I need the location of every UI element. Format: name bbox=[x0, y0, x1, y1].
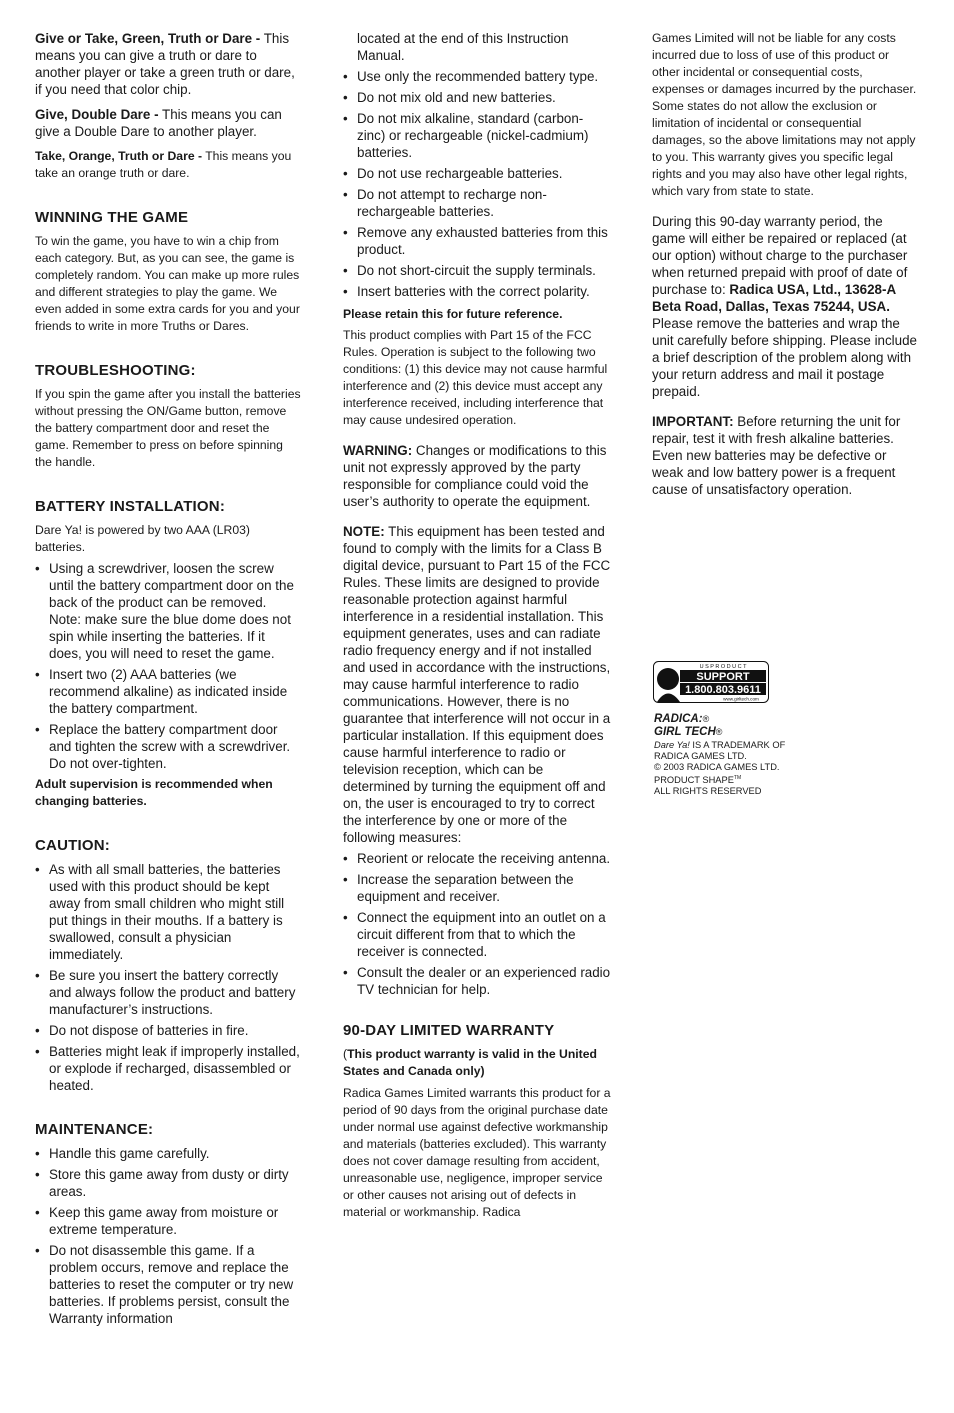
trademark-text: IS A TRADEMARK OF bbox=[689, 740, 786, 750]
list-item: • Use only the recommended battery type. bbox=[343, 68, 611, 85]
list-item: • Do not disassemble this game. If a problem occurs, remove and replace the batteries to reset the computer or try new batteries. If problems persist, consult the Warranty information bbox=[35, 1242, 301, 1327]
warning-paragraph bbox=[343, 442, 611, 510]
trademark-line-1 bbox=[654, 740, 854, 751]
brand-girltech-text: GIRL TECH bbox=[654, 726, 716, 738]
warranty-period bbox=[652, 213, 918, 400]
list-item: • Handle this game carefully. bbox=[35, 1145, 301, 1162]
fcc-text: This product complies with Part 15 of the FCC Rules. Operation is subject to the following two conditions: (1) this device may not cause harmful interference and (2) this device must accept any interference received, including interference that may cause undesired operation. bbox=[343, 328, 608, 427]
trademark-mark: TM bbox=[733, 775, 742, 781]
rule-take-orange bbox=[35, 148, 301, 182]
heading-maintenance: MAINTENANCE: bbox=[35, 1121, 154, 1138]
battery-intro: Dare Ya! is powered by two AAA (LR03) batteries. bbox=[35, 523, 250, 554]
list-item: • Do not mix old and new batteries. bbox=[343, 89, 611, 106]
rule-title: Give, Double Dare - bbox=[35, 107, 159, 122]
troubleshooting-text: If you spin the game after you install the batteries without pressing the ON/Game button, remove the battery compartment door and reset the game. Remember to press on before spinning the handle. bbox=[35, 387, 301, 469]
support-badge bbox=[653, 661, 769, 708]
maintenance-list bbox=[35, 1145, 301, 1327]
retain-note: Please retain this for future reference. bbox=[343, 307, 563, 321]
important-label: IMPORTANT: bbox=[652, 414, 734, 429]
paren: ( bbox=[343, 1047, 348, 1061]
battery-note: Adult supervision is recommended when changing batteries. bbox=[35, 777, 273, 808]
list-item: • Remove any exhausted batteries from this product. bbox=[343, 224, 611, 258]
warning-label: WARNING: bbox=[343, 443, 413, 458]
trademark-line-2: RADICA GAMES LTD. bbox=[654, 751, 747, 761]
list-item: • Insert two (2) AAA batteries (we recommend alkaline) as indicated inside the battery compartment. bbox=[35, 666, 301, 717]
list-item: • Do not dispose of batteries in fire. bbox=[35, 1022, 301, 1039]
badge-phone: 1.800.803.9611 bbox=[685, 684, 761, 696]
list-item: • Do not mix alkaline, standard (carbon-zinc) or rechargeable (nickel-cadmium) batteries. bbox=[343, 110, 611, 161]
list-item: • Batteries might leak if improperly installed, or explode if recharged, disassembled or heated. bbox=[35, 1043, 301, 1094]
product-shape-line bbox=[654, 773, 854, 786]
period-text-2: Please remove the batteries and wrap the unit carefully before shipping. Please include a brief description of the problem along with your return address and mail it postage prepaid. bbox=[652, 316, 918, 399]
note-paragraph bbox=[343, 523, 611, 846]
list-item: • Keep this game away from moisture or extreme temperature. bbox=[35, 1204, 301, 1238]
heading-caution: CAUTION: bbox=[35, 837, 110, 854]
rule-title: Give or Take, Green, Truth or Dare - bbox=[35, 31, 261, 46]
battery-rules-list bbox=[343, 68, 611, 300]
heading-troubleshooting: TROUBLESHOOTING: bbox=[35, 362, 196, 379]
brand-block bbox=[654, 713, 854, 797]
support-logo-icon bbox=[653, 661, 769, 703]
registered-mark: ® bbox=[715, 727, 723, 737]
list-item: • As with all small batteries, the batteries used with this product should be kept away from small children who might still put things in their mouths. If a battery is swallowed, consult a physician immediately. bbox=[35, 861, 301, 963]
warranty-text: Radica Games Limited warrants this product for a period of 90 days from the original purchase date under normal use against defective workmanship and materials (batteries excluded). This warranty does not cover damage resulting from accident, unreasonable use, negligence, improper service or other causes not arising out of defects in material or workmanship. Radica bbox=[343, 1086, 611, 1219]
list-item: • Do not use rechargeable batteries. bbox=[343, 165, 611, 182]
warranty-subtitle bbox=[343, 1046, 611, 1080]
warranty-sub-text: This product warranty is valid in the United States and Canada only) bbox=[343, 1047, 597, 1078]
product-name: Dare Ya! bbox=[654, 740, 690, 750]
heading-battery: BATTERY INSTALLATION: bbox=[35, 498, 226, 515]
registered-mark: ® bbox=[702, 714, 710, 724]
list-item: • Increase the separation between the equipment and receiver. bbox=[343, 871, 611, 905]
measures-list bbox=[343, 850, 611, 998]
rule-title: Take, Orange, Truth or Dare - bbox=[35, 149, 203, 163]
badge-word: SUPPORT bbox=[696, 671, 750, 683]
list-item: • Store this game away from dusty or dirty areas. bbox=[35, 1166, 301, 1200]
period-text: During this 90-day warranty period, the game will either be repaired or replaced (at our option) without charge to the purchaser when returned prepaid with proof of date of purchase to: bbox=[652, 214, 908, 297]
list-item: • Insert batteries with the correct polarity. bbox=[343, 283, 611, 300]
important-text: Before returning the unit for repair, test it with fresh alkaline batteries. Even new batteries may be defective or weak and low battery power is a frequent cause of unsatisfactory operation. bbox=[652, 414, 901, 497]
list-item: • Do not attempt to recharge non-rechargeable batteries. bbox=[343, 186, 611, 220]
list-item: • Using a screwdriver, loosen the screw until the battery compartment door on the back of the product can be removed. Note: make sure the blue dome does not spin while inserting the batteries. If it does, you will need to reset the game. bbox=[35, 560, 301, 662]
continued-text: located at the end of this Instruction Manual. bbox=[357, 31, 569, 63]
list-item: • Do not short-circuit the supply terminals. bbox=[343, 262, 611, 279]
caution-list bbox=[35, 861, 301, 1094]
brand-radica bbox=[654, 713, 854, 726]
heading-winning: WINNING THE GAME bbox=[35, 209, 189, 226]
heading-warranty: 90-DAY LIMITED WARRANTY bbox=[343, 1022, 555, 1039]
list-item: • Connect the equipment into an outlet on a circuit different from that to which the receiver is connected. bbox=[343, 909, 611, 960]
list-item: • Be sure you insert the battery correctly and always follow the product and battery manufacturer’s instructions. bbox=[35, 967, 301, 1018]
list-item: • Replace the battery compartment door and tighten the screw with a screwdriver. Do not over-tighten. bbox=[35, 721, 301, 772]
rule-double-dare bbox=[35, 106, 301, 140]
rights-line: ALL RIGHTS RESERVED bbox=[654, 786, 762, 797]
product-shape-text: PRODUCT SHAPE bbox=[654, 775, 734, 786]
warranty-continued: Games Limited will not be liable for any costs incurred due to loss of use of this product or other incidental or consequential costs, expenses or damages incurred by the purchaser. Some states do not allow the exclusion or limitation of incidental or consequential damages, so the above limitations may not apply to you. This warranty gives you specific legal rights and you may also have other legal rights, which vary from state to state. bbox=[652, 31, 917, 198]
list-item: • Reorient or relocate the receiving antenna. bbox=[343, 850, 611, 867]
column-left bbox=[35, 30, 301, 1327]
brand-girltech bbox=[654, 726, 854, 739]
column-right bbox=[652, 30, 918, 797]
list-item: • Consult the dealer or an experienced radio TV technician for help. bbox=[343, 964, 611, 998]
rule-text: This means you can give a Double Dare to another player. bbox=[35, 107, 282, 139]
note-text: This equipment has been tested and found to comply with the limits for a Class B digital device, pursuant to Part 15 of the FCC Rules. These limits are designed to provide reasonable protection against harmful interference in a residential installation. This equipment generates, uses and can radiate radio frequency energy and if not installed and used in accordance with the instructions, may cause harmful interference to radio communications. However, there is no guarantee that interference will not occur in a particular installation. If this equipment does cause harmful interference to radio or television reception, which can be determined by turning the equipment off and on, the user is encouraged to try to correct the interference by one or more of the following measures: bbox=[343, 524, 611, 845]
rule-give-or-take bbox=[35, 30, 301, 98]
rule-text: This means you take an orange truth or dare. bbox=[35, 149, 292, 180]
note-label: NOTE: bbox=[343, 524, 385, 539]
winning-text: To win the game, you have to win a chip from each category. But, as you can see, the game is completely random. You can make up more rules and different strategies to play the game. We even added in some extra cards for you and your friends to write in more Truths or Dares. bbox=[35, 234, 300, 333]
battery-list bbox=[35, 560, 301, 772]
badge-top-text: U S P R O D U C T bbox=[699, 664, 747, 670]
important-paragraph bbox=[652, 413, 918, 498]
badge-url: www.girltech.com bbox=[723, 696, 759, 702]
brand-radica-text: RADICA: bbox=[654, 713, 703, 725]
return-address: Radica USA, Ltd., 13628-A Beta Road, Dallas, Texas 75244, USA. bbox=[652, 282, 896, 314]
rule-text: This means you can give a truth or dare to another player or take a green truth or dare, if you need that color chip. bbox=[35, 31, 295, 97]
warning-text: Changes or modifications to this unit not expressly approved by the party responsible for compliance could void the user’s authority to operate the equipment. bbox=[343, 443, 607, 509]
column-middle bbox=[343, 30, 611, 1221]
copyright-line: © 2003 RADICA GAMES LTD. bbox=[654, 762, 780, 772]
